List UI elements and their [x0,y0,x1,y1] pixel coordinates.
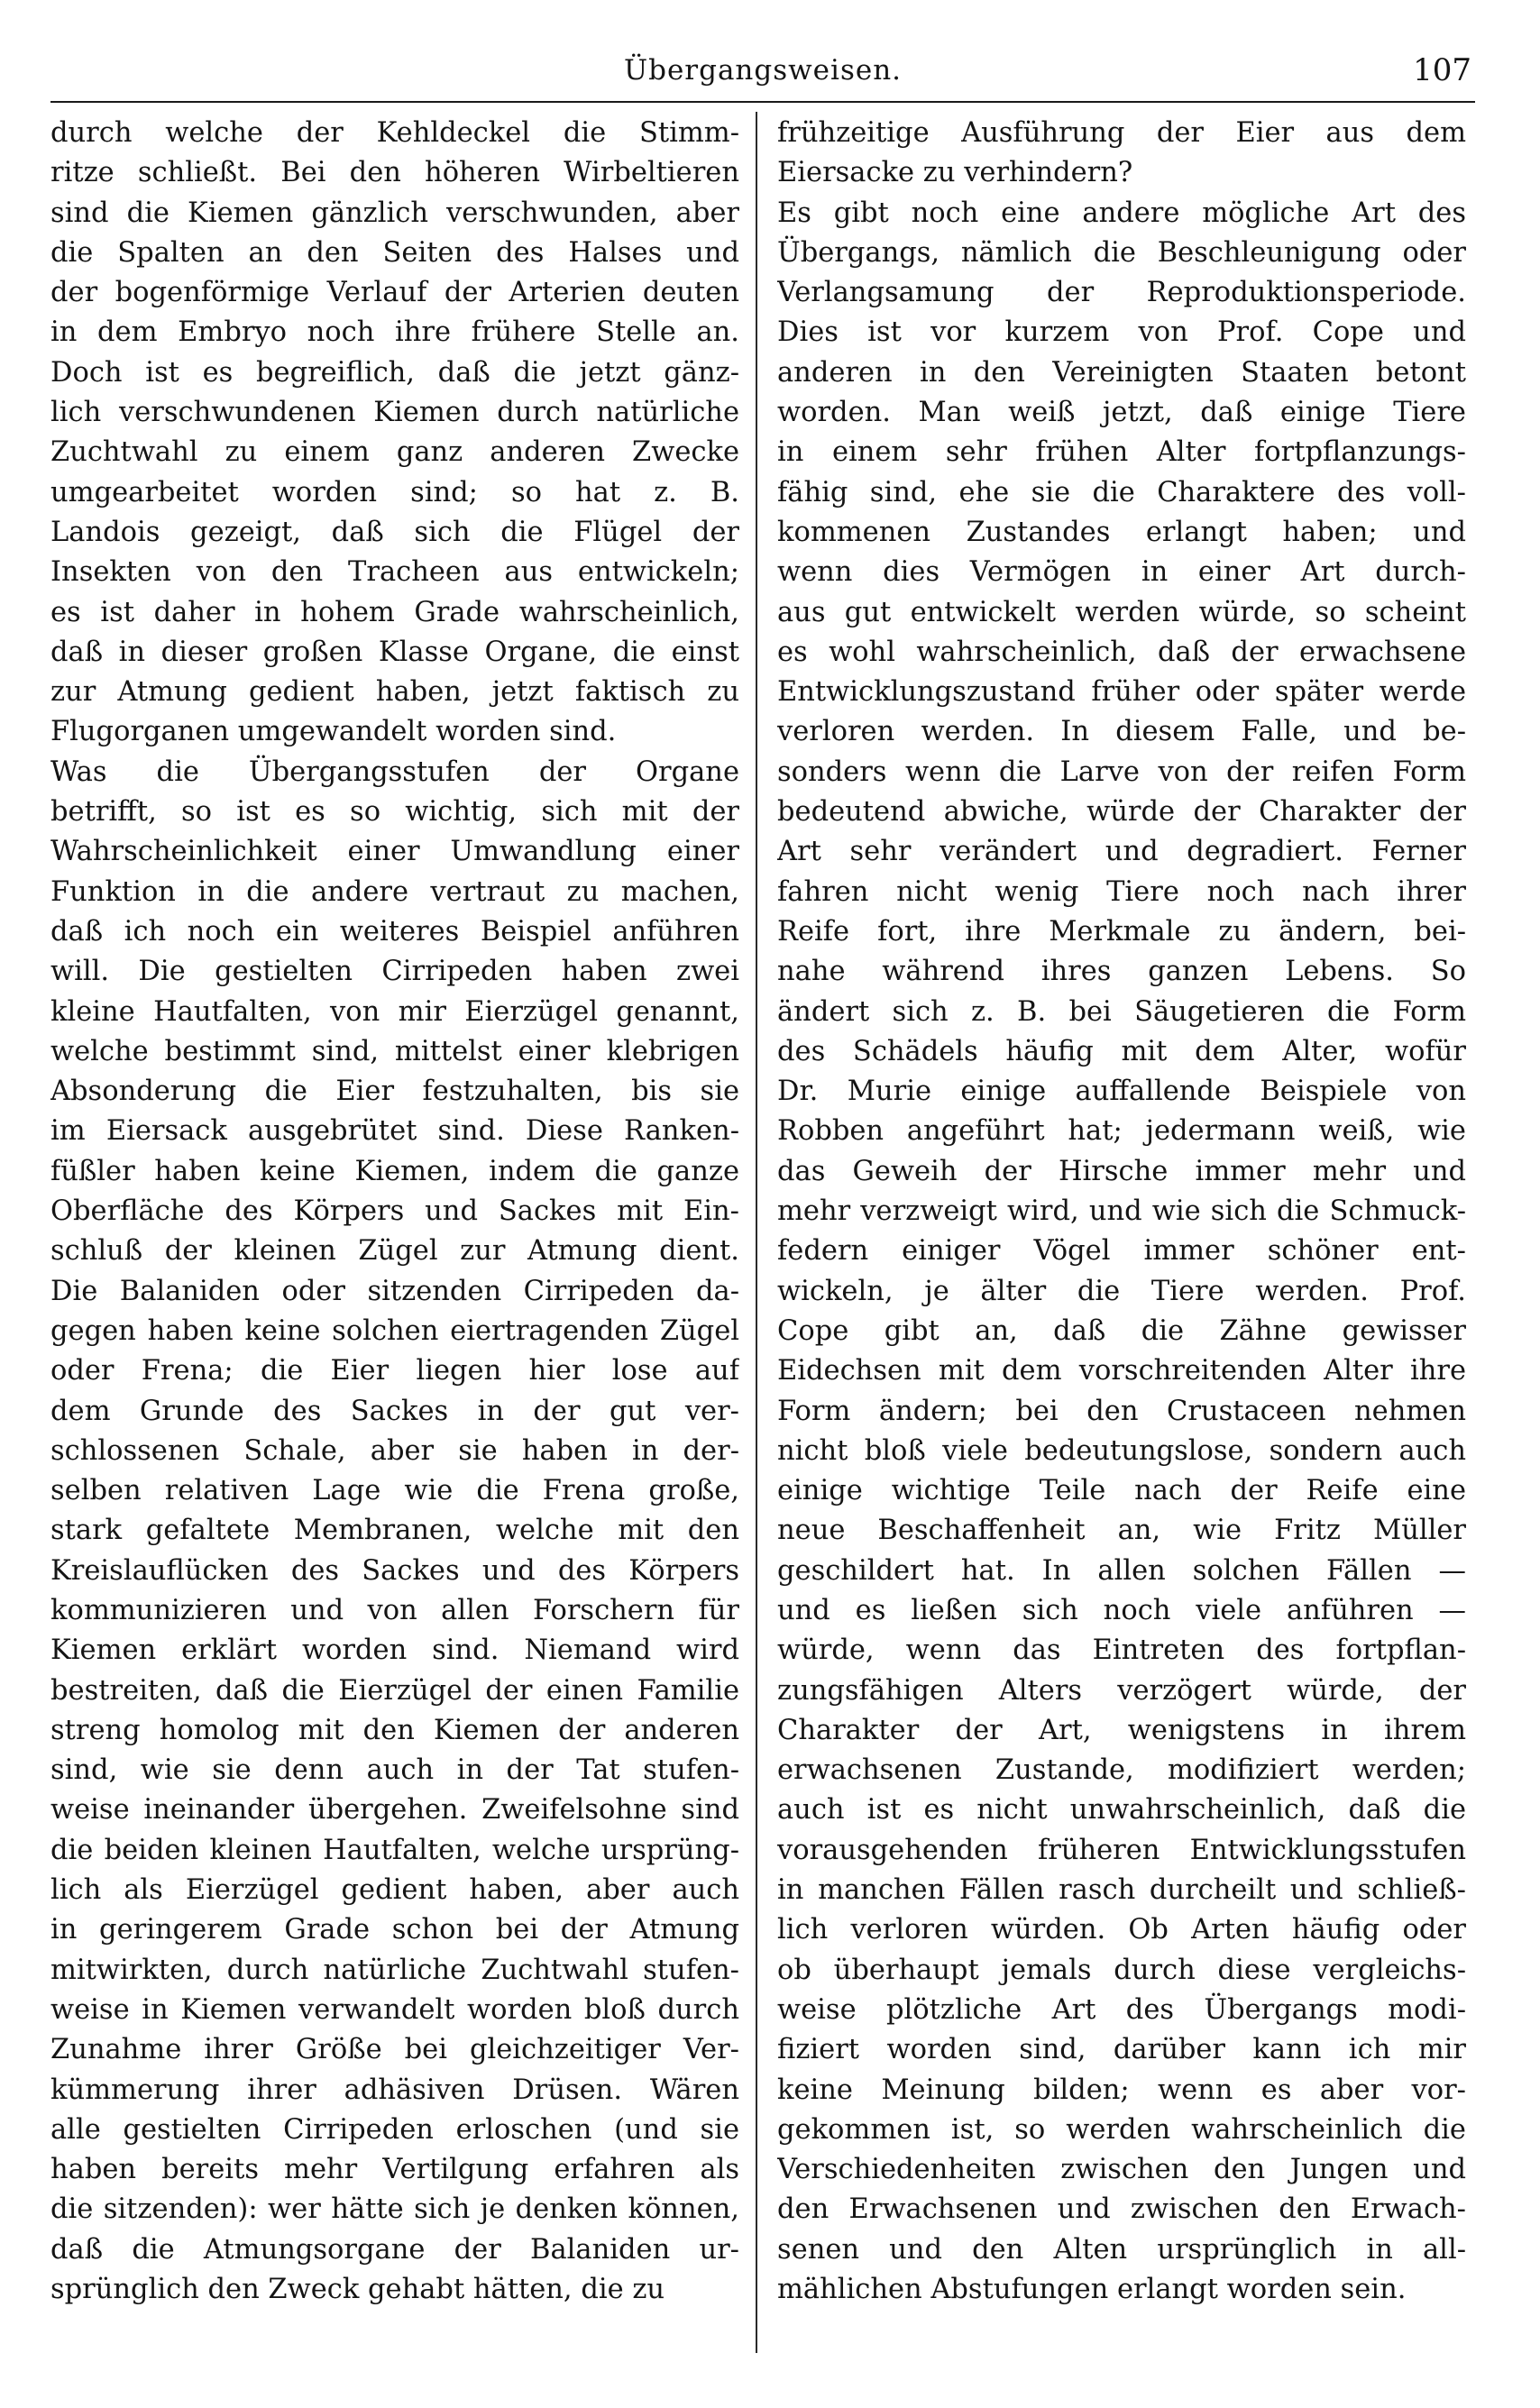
text-line: nicht bloß viele bedeutungslose, sondern auch [777,1434,1466,1467]
text-line: gekommen ist, so werden wahrscheinlich die [777,2113,1466,2146]
text-line: im Eiersack ausgebrütet sind. Diese Ranken- [50,1115,739,1148]
text-line: weise in Kiemen verwandelt worden bloß durch [50,1993,739,2026]
text-line: daß in dieser großen Klasse Organe, die einst [50,636,739,668]
page-number: 107 [1413,52,1471,88]
text-line: Reife fort, ihre Merkmale zu ändern, bei- [777,915,1466,948]
text-line: stark gefaltete Membranen, welche mit den [50,1515,739,1547]
text-line: weise plötzliche Art des Übergangs modi- [777,1993,1466,2026]
text-line: ritze schließt. Bei den höheren Wirbeltieren [50,157,739,189]
running-title: Übergangsweisen. [623,54,903,87]
text-line: aus gut entwickelt werden würde, so scheint [777,596,1466,628]
text-line: senen und den Alten ursprünglich in all- [777,2233,1466,2266]
text-line: würde, wenn das Eintreten des fortpflan- [777,1634,1466,1667]
text-line: Kiemen erklärt worden sind. Niemand wird [50,1634,739,1667]
text-line: Dr. Murie einige auffallende Beispiele von [777,1076,1466,1108]
text-line: streng homolog mit den Kiemen der anderen [50,1714,739,1746]
text-line: lich verschwundenen Kiemen durch natürliche [50,397,739,429]
text-line: Dies ist vor kurzem von Prof. Cope und [777,316,1466,349]
text-line: Kreislauflücken des Sackes und des Körpers [50,1554,739,1587]
text-line: wickeln, je älter die Tiere werden. Prof. [777,1275,1466,1307]
column-divider [756,112,757,2353]
right-column [777,114,1466,2310]
text-line: Verlangsamung der Reproduktionsperiode. [777,277,1466,309]
text-line: der bogenförmige Verlauf der Arterien deuten [50,277,739,309]
text-line: keine Meinung bilden; wenn es aber vor- [777,2074,1466,2106]
page-header [50,47,1475,103]
text-line: kümmerung ihrer adhäsiven Drüsen. Wären [50,2074,739,2106]
text-line: schlossenen Schale, aber sie haben in der- [50,1434,739,1467]
text-line: betrifft, so ist es so wichtig, sich mit der [50,796,739,829]
text-line: und es ließen sich noch viele anführen — [777,1594,1466,1626]
text-line: Insekten von den Tracheen aus entwickeln; [50,556,739,589]
text-line: des Schädels häufig mit dem Alter, wofür [777,1035,1466,1067]
text-line: vorausgehenden früheren Entwicklungsstufen [777,1834,1466,1866]
text-line: sprünglich den Zweck gehabt hätten, die zu [50,2274,665,2306]
text-line: kleine Hautfalten, von mir Eierzügel genannt, [50,995,739,1028]
text-line: Eidechsen mit dem vorschreitenden Alter ihre [777,1355,1466,1387]
text-line: Charakter der Art, wenigstens in ihrem [777,1714,1466,1746]
text-line: die Spalten an den Seiten des Halses und [50,236,739,269]
text-line: die sitzenden): wer hätte sich je denken können, [50,2193,739,2226]
text-line: Übergangs, nämlich die Beschleunigung oder [777,236,1466,269]
text-line: durch welche der Kehldeckel die Stimm- [50,117,739,149]
text-line: Landois gezeigt, daß sich die Flügel der [50,516,739,548]
text-line: frühzeitige Ausführung der Eier aus dem [777,117,1466,149]
text-line: Es gibt noch eine andere mögliche Art des [777,197,1466,229]
text-line: umgearbeitet worden sind; so hat z. B. [50,476,739,508]
text-line: neue Beschaffenheit an, wie Fritz Müller [777,1515,1466,1547]
text-line: wenn dies Vermögen in einer Art durch- [777,556,1466,589]
text-line: in geringerem Grade schon bei der Atmung [50,1914,739,1946]
text-line: ändert sich z. B. bei Säugetieren die Form [777,995,1466,1028]
text-line: sind, wie sie denn auch in der Tat stufen- [50,1754,739,1787]
text-line: in manchen Fällen rasch durcheilt und schließ- [777,1874,1466,1907]
text-line: es ist daher in hohem Grade wahrscheinlich, [50,596,739,628]
text-line: will. Die gestielten Cirripeden haben zwei [50,956,739,988]
text-line: zungsfähigen Alters verzögert würde, der [777,1674,1466,1707]
text-line: haben bereits mehr Vertilgung erfahren als [50,2154,739,2186]
text-line: Die Balaniden oder sitzenden Cirripeden da- [50,1275,739,1307]
text-line: Funktion in die andere vertraut zu machen, [50,875,739,908]
text-line: Verschiedenheiten zwischen den Jungen und [777,2154,1466,2186]
text-line: mählichen Abstufungen erlangt worden sein. [777,2274,1407,2306]
text-line: mitwirkten, durch natürliche Zuchtwahl stufen- [50,1954,739,1986]
text-line: füßler haben keine Kiemen, indem die ganze [50,1155,739,1187]
text-line: fahren nicht wenig Tiere noch nach ihrer [777,875,1466,908]
text-line: in einem sehr frühen Alter fortpflanzungs- [777,436,1466,469]
text-line: geschildert hat. In allen solchen Fällen — [777,1554,1466,1587]
text-line: das Geweih der Hirsche immer mehr und [777,1155,1466,1187]
left-column [50,114,739,2310]
text-line: kommenen Zustandes erlangt haben; und [777,516,1466,548]
text-line: schluß der kleinen Zügel zur Atmung dient. [50,1235,739,1268]
text-line: kommunizieren und von allen Forschern für [50,1594,739,1626]
text-line: mehr verzweigt wird, und wie sich die Schmuck- [777,1195,1466,1228]
text-line: Was die Übergangsstufen der Organe [50,755,739,788]
text-line: lich als Eierzügel gedient haben, aber auch [50,1874,739,1907]
text-line: es wohl wahrscheinlich, daß der erwachsene [777,636,1466,668]
text-line: den Erwachsenen und zwischen den Erwach- [777,2193,1466,2226]
text-line: einige wichtige Teile nach der Reife eine [777,1475,1466,1507]
text-line: fähig sind, ehe sie die Charaktere des voll- [777,476,1466,508]
text-line: auch ist es nicht unwahrscheinlich, daß die [777,1794,1466,1827]
text-line: zur Atmung gedient haben, jetzt faktisch zu [50,676,739,709]
text-line: lich verloren würden. Ob Arten häufig oder [777,1914,1466,1946]
text-line: Form ändern; bei den Crustaceen nehmen [777,1395,1466,1427]
text-line: weise ineinander übergehen. Zweifelsohne sind [50,1794,739,1827]
text-line: Wahrscheinlichkeit einer Umwandlung einer [50,836,739,868]
text-line: oder Frena; die Eier liegen hier lose auf [50,1355,739,1387]
text-line: Cope gibt an, daß die Zähne gewisser [777,1314,1466,1347]
text-line: bedeutend abwiche, würde der Charakter der [777,796,1466,829]
text-line: alle gestielten Cirripeden erloschen (und sie [50,2113,739,2146]
text-line: nahe während ihres ganzen Lebens. So [777,956,1466,988]
text-line: Robben angeführt hat; jedermann weiß, wie [777,1115,1466,1148]
text-line: fiziert worden sind, darüber kann ich mir [777,2034,1466,2066]
text-line: welche bestimmt sind, mittelst einer klebrigen [50,1035,739,1067]
text-line: dem Grunde des Sackes in der gut ver- [50,1395,739,1427]
text-line: daß die Atmungsorgane der Balaniden ur- [50,2233,739,2266]
text-line: die beiden kleinen Hautfalten, welche ursprüng- [50,1834,739,1866]
text-line: erwachsenen Zustande, modifiziert werden; [777,1754,1466,1787]
text-line: federn einiger Vögel immer schöner ent- [777,1235,1466,1268]
text-line: sind die Kiemen gänzlich verschwunden, aber [50,197,739,229]
text-line: daß ich noch ein weiteres Beispiel anführen [50,915,739,948]
text-line: worden. Man weiß jetzt, daß einige Tiere [777,397,1466,429]
text-line: Flugorganen umgewandelt worden sind. [50,716,617,748]
text-line: selben relativen Lage wie die Frena große, [50,1475,739,1507]
text-line: gegen haben keine solchen eiertragenden Zügel [50,1314,739,1347]
text-line: sonders wenn die Larve von der reifen Form [777,755,1466,788]
text-line: Entwicklungszustand früher oder später werde [777,676,1466,709]
text-line: verloren werden. In diesem Falle, und be- [777,716,1466,748]
text-line: Zuchtwahl zu einem ganz anderen Zwecke [50,436,739,469]
text-line: Art sehr verändert und degradiert. Ferner [777,836,1466,868]
text-line: Absonderung die Eier festzuhalten, bis sie [50,1076,739,1108]
text-line: Eiersacke zu verhindern? [777,157,1133,189]
text-line: Zunahme ihrer Größe bei gleichzeitiger Ver- [50,2034,739,2066]
text-line: bestreiten, daß die Eierzügel der einen Familie [50,1674,739,1707]
text-line: anderen in den Vereinigten Staaten betont [777,356,1466,389]
text-line: Doch ist es begreiflich, daß die jetzt gänz- [50,356,739,389]
text-line: Oberfläche des Körpers und Sackes mit Ein- [50,1195,739,1228]
text-line: in dem Embryo noch ihre frühere Stelle an. [50,316,739,349]
text-line: ob überhaupt jemals durch diese vergleichs- [777,1954,1466,1986]
